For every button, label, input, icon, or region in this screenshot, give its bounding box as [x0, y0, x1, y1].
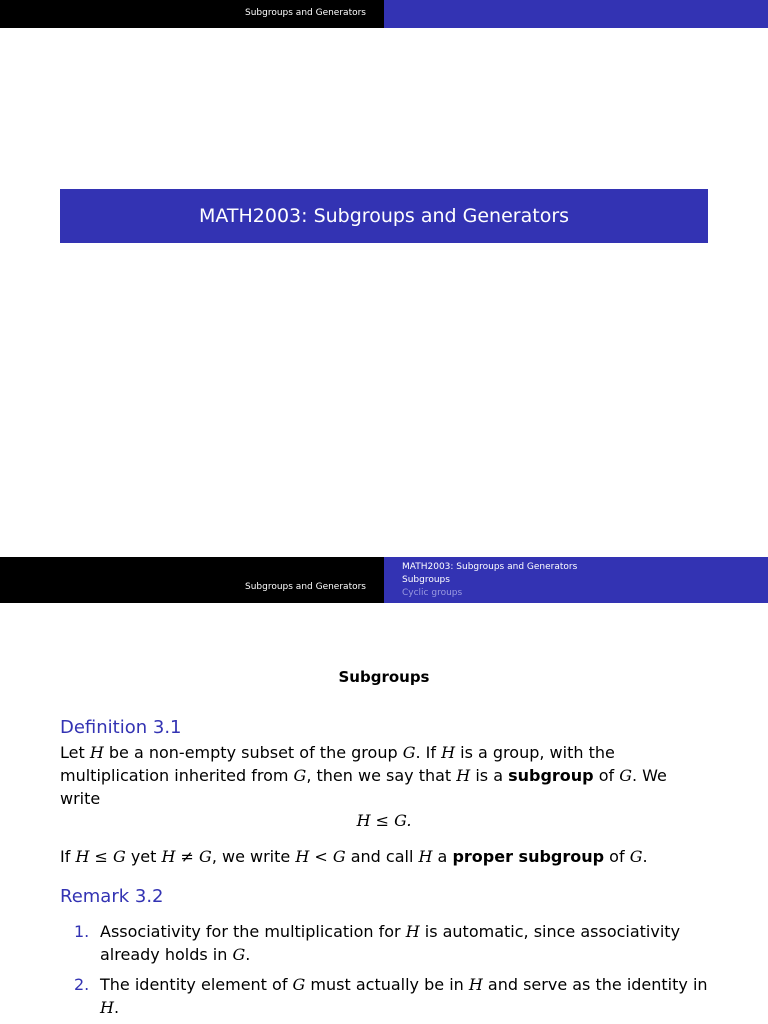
text: . [113, 998, 120, 1017]
math-h: H [468, 975, 483, 994]
math-h-le-g: H ≤ G [75, 847, 126, 866]
header-bar [0, 0, 768, 28]
math-h: H [441, 743, 456, 762]
frame-title: Subgroups [338, 668, 430, 686]
math-g: G [629, 847, 643, 866]
text: must actually be in [305, 975, 469, 994]
definition-body [60, 741, 710, 810]
nav-course-title[interactable]: MATH2003: Subgroups and Generators [402, 562, 578, 572]
header-nav [384, 557, 768, 603]
text: If [60, 847, 76, 866]
title-box [60, 189, 708, 243]
text: . [245, 945, 251, 964]
text: , we write [211, 847, 296, 866]
text: a [432, 847, 453, 866]
text: be a non-empty subset of the group [103, 743, 403, 762]
text: is a [470, 766, 509, 785]
header-right [384, 0, 768, 28]
math-g: G [619, 766, 632, 785]
math-h: H [405, 922, 420, 941]
math-h: H [89, 743, 104, 762]
definition-proper [60, 845, 710, 868]
display-formula [0, 811, 768, 830]
definition-title: Definition 3.1 [60, 717, 182, 738]
list-number: 1. [74, 922, 90, 941]
math-h: H [456, 766, 471, 785]
list-item [74, 920, 714, 966]
nav-section-subgroups[interactable]: Subgroups [402, 575, 450, 585]
section-navigation [402, 561, 577, 600]
term-subgroup: subgroup [508, 766, 594, 785]
header-left [0, 557, 384, 603]
text: . We write [60, 766, 667, 808]
remark-list [74, 920, 714, 1019]
list-number: 2. [74, 975, 90, 994]
text: is automatic, since associativity already holds in [100, 922, 681, 964]
math-h-lt-g: H < G [295, 847, 346, 866]
text: of [604, 847, 630, 866]
remark-title: Remark 3.2 [60, 886, 164, 907]
text: yet [125, 847, 162, 866]
math-h: H [418, 847, 433, 866]
text: is a group, with the multiplication inherited from [60, 743, 615, 785]
math-h-ne-g: H ≠ G [161, 847, 212, 866]
subgroups-slide [0, 557, 768, 1024]
nav-section-cyclic-groups[interactable]: Cyclic groups [402, 588, 463, 598]
text: Let [60, 743, 90, 762]
text: , then we say that [306, 766, 457, 785]
math-g: G [292, 975, 306, 994]
math-h: H [100, 998, 114, 1017]
header-short-title: Subgroups and Generators [244, 8, 366, 18]
term-proper-subgroup: proper subgroup [452, 847, 605, 866]
math-g: G [232, 945, 246, 964]
header-bar [0, 557, 768, 603]
formula-h-le-g: H ≤ G. [356, 811, 412, 830]
math-g: G [402, 743, 416, 762]
text: . If [415, 743, 442, 762]
text: . [642, 847, 648, 866]
text: of [593, 766, 620, 785]
list-item [74, 973, 714, 1019]
text: The identity element of [100, 975, 293, 994]
text: and serve as the identity in [482, 975, 708, 994]
header-left [0, 0, 384, 28]
text: Associativity for the multiplication for [100, 922, 406, 941]
header-short-title: Subgroups and Generators [244, 582, 366, 592]
math-g: G [293, 766, 307, 785]
text: and call [345, 847, 419, 866]
presentation-title: MATH2003: Subgroups and Generators [198, 205, 570, 227]
